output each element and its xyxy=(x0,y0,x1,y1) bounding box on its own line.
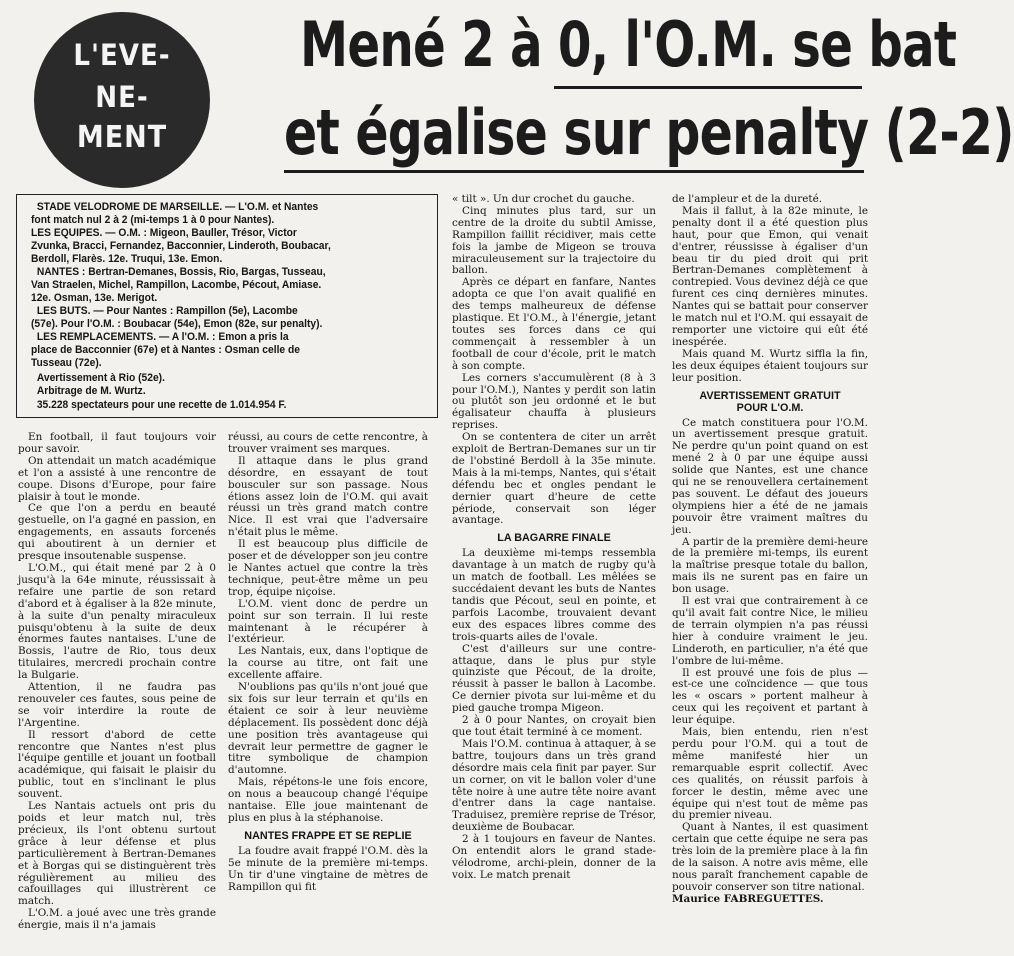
facts-line: 35.228 spectateurs pour une recette de 1.014.954 F. xyxy=(36,399,287,411)
section-subheading: POUR L'O.M. xyxy=(736,401,804,414)
paragraph: En football, il faut toujours voir pour savoir. xyxy=(18,431,216,455)
paragraph: « tilt ». Un dur crochet du gauche. xyxy=(452,193,635,205)
facts-line: Berdoll, Flarès. 12e. Truqui, 13e. Emon. xyxy=(31,253,223,265)
facts-line: Van Straelen, Michel, Rampillon, Lacombe, Pécout, Amiase. xyxy=(31,279,322,291)
facts-line: (57e). Pour l'O.M. : Boubacar (54e), Emon (82e, sur penalty). xyxy=(31,318,323,330)
section-subheading: NANTES FRAPPE ET SE REPLIE xyxy=(244,829,412,842)
match-facts-box xyxy=(16,194,438,418)
badge-line-1: L'EVE- xyxy=(73,38,171,72)
facts-line: LES BUTS. — Pour Nantes : Rampillon (5e), Lacombe xyxy=(36,305,298,317)
paragraph: Il est beaucoup plus difficile de poser et de développer son jeu contre le Nantes actuel que contre la très technique, peut-être même un peu trop, équipe niçoise. xyxy=(228,538,428,598)
facts-line: NANTES : Bertran-Demanes, Bossis, Rio, Bargas, Tusseau, xyxy=(36,266,326,278)
article-column-3 xyxy=(452,194,656,882)
facts-line: STADE VELODROME DE MARSEILLE. — L'O.M. et Nantes xyxy=(36,201,319,213)
facts-line: Arbitrage de M. Wurtz. xyxy=(36,385,146,397)
paragraph: de l'ampleur et de la dureté. xyxy=(672,193,823,205)
paragraph: réussi, au cours de cette rencontre, à trouver vraiment ses marques. xyxy=(228,431,428,455)
paragraph: Mais, bien entendu, rien n'est perdu pour l'O.M. qui a tout de même manifesté hier un remarquable esprit collectif. Avec ces qualités, on réussit parfois à forcer le destin, même avec une équipe qui n'est tout de même pas du premier niveau. xyxy=(672,726,868,822)
paragraph: Les Nantais, eux, dans l'optique de la course au titre, ont fait une excellente affaire. xyxy=(228,645,428,682)
facts-line: Avertissement à Rio (52e). xyxy=(36,372,165,384)
paragraph: Il est prouvé une fois de plus — est-ce une coïncidence — que tous les « oscars » portent malheur à ceux qui les reçoivent et partant à leur équipe. xyxy=(672,666,868,727)
paragraph: Il attaque dans le plus grand désordre, en essayant de tout bousculer sur son passage. Nous étions assez loin de l'O.M. qui avait réussi un très grand match contre Nice. Il est vrai que l'adversaire n'était plus le même. xyxy=(228,454,428,539)
paragraph: On se contentera de citer un arrêt exploit de Bertran-Demanes sur un tir de l'obstiné Berdoll à la 35e minute. Mais à la mi-temps, Nantes, qui s'était défendu bec et ongles pendant le dernier quart d'heure de cette période, conservait son léger avantage. xyxy=(452,431,656,527)
paragraph: Attention, il ne faudra pas renouveler ces fautes, sous peine de se voir interdire la route de l'Argentine. xyxy=(18,681,216,729)
headline-line-2: et égalise sur penalty (2-2) xyxy=(284,96,1014,169)
paragraph: Ce match constituera pour l'O.M. un avertissement presque gratuit. Ne perdre qu'un point quand on est mené 2 à 0 par une équipe aussi solide que Nantes, est une chance qui ne se renouvellera certainement pas souvent. Le défaut des joueurs olympiens hier a été de ne jamais pouvoir être vraiment maîtres du jeu. xyxy=(672,416,868,536)
article-column-2 xyxy=(228,432,428,894)
facts-line: Zvunka, Bracci, Fernandez, Bacconnier, Linderoth, Boubacar, xyxy=(31,240,331,252)
paragraph: Après ce départ en fanfare, Nantes adopta ce que l'on avait qualifié en des temps malheureux de défense plastique. Et l'O.M., à l'énergie, jetant toutes ses forces dans ce qui commençait à ressembler à un football de cour d'école, prit le match à son compte. xyxy=(452,276,656,372)
paragraph: Mais, répétons-le une fois encore, on nous a beaucoup changé l'équipe nantaise. Elle joue maintenant de plus en plus à la stéphanoise. xyxy=(228,776,428,824)
paragraph: C'est d'ailleurs sur une contre-attaque, dans le plus pur style quinziste que Pécout, de la droite, réussit à passer le ballon à Lacombe. Ce dernier pivota sur lui-même et du pied gauche trompa Migeon. xyxy=(452,642,656,715)
section-subheading: AVERTISSEMENT GRATUIT xyxy=(699,389,841,402)
paragraph: Mais quand M. Wurtz siffla la fin, les deux équipes étaient toujours sur leur position. xyxy=(672,347,868,384)
paragraph: 2 à 0 pour Nantes, on croyait bien que tout était terminé à ce moment. xyxy=(452,714,656,738)
facts-line: Tusseau (72e). xyxy=(31,357,102,369)
paragraph: Mais il fallut, à la 82e minute, le penalty dont il a été question plus haut, pour que Emon, qui venait d'entrer, réussisse à égaliser d'un beau tir du pied droit qui prit Bertran-Demanes complètement à contrepied. Vous devinez déjà ce que furent ces cinq dernières minutes. Nantes qui se battait pour conserver le match nul et l'O.M. qui essayait de remporter une victoire qui eût été inespérée. xyxy=(672,204,868,348)
facts-line: 12e. Osman, 13e. Merigot. xyxy=(31,292,158,304)
author-signature: Maurice FABREGUETTES. xyxy=(672,892,824,905)
facts-line: font match nul 2 à 2 (mi-temps 1 à 0 pour Nantes). xyxy=(31,214,275,226)
headline-underline-2 xyxy=(284,170,864,173)
paragraph: L'O.M. a joué avec une très grande énergie, mais il n'a jamais xyxy=(18,907,216,932)
paragraph: On attendait un match académique et l'on a assisté à une rencontre de coupe. Disons d'Europe, pour faire plaisir à tout le monde. xyxy=(18,454,216,503)
badge-line-2: NE- xyxy=(95,80,149,114)
article-column-1 xyxy=(18,432,216,932)
headline-line-1: Mené 2 à 0, l'O.M. se bat xyxy=(300,8,957,81)
article-column-4 xyxy=(672,194,868,906)
badge-line-3: MENT xyxy=(76,120,168,155)
paragraph: L'O.M. vient donc de perdre un point sur son terrain. Il lui reste maintenant à le récupérer à l'extérieur. xyxy=(228,597,428,646)
facts-line: LES EQUIPES. — O.M. : Migeon, Bauller, Trésor, Victor xyxy=(31,227,297,239)
paragraph: Il ressort d'abord de cette rencontre que Nantes n'est plus l'équipe gentille et jouant un football académique, qui faisait le plaisir du public, tout en s'inclinant le plus souvent. xyxy=(18,728,216,801)
paragraph: Mais l'O.M. continua à attaquer, à se battre, toujours dans un très grand désordre mais cela finit par payer. Sur un corner, on vit le ballon voler d'une tête noire à une autre tête noire avant d'entrer dans la cage nantaise. Traduisez, première reprise de Trésor, deuxième de Boubacar. xyxy=(452,737,656,834)
paragraph: Les corners s'accumulèrent (8 à 3 pour l'O.M.), Nantes y perdit son latin ou plutôt son jeu ordonné et le but égalisateur chauffa à plusieurs reprises. xyxy=(452,371,656,432)
paragraph: Il est vrai que contrairement à ce qu'il avait fait contre Nice, le milieu de terrain olympien n'a pas réussi hier à conduire vraiment le jeu. Linderoth, en particulier, n'a été que l'ombre de lui-même. xyxy=(672,595,868,667)
paragraph: La foudre avait frappé l'O.M. dès la 5e minute de la première mi-temps. Un tir d'une vingtaine de mètres de Rampillon qui fit xyxy=(228,844,428,893)
paragraph: A partir de la première demi-heure de la première mi-temps, ils eurent la maîtrise presque totale du ballon, mais ils ne surent pas en faire un bon usage. xyxy=(672,535,868,596)
evenement-badge xyxy=(34,12,210,188)
paragraph: 2 à 1 toujours en faveur de Nantes. On entendit alors le grand stade-vélodrome, archi-plein, donner de la voix. Le match prenait xyxy=(452,833,656,881)
paragraph: N'oublions pas qu'ils n'ont joué que six fois sur leur terrain et qu'ils en étaient ce soir à leur neuvième déplacement. Ils possèdent donc déjà une position très avantageuse qui devrait leur permettre de gagner le titre symbolique de champion d'automne. xyxy=(228,681,428,777)
facts-line: LES REMPLACEMENTS. — A l'O.M. : Emon a pris la xyxy=(36,331,289,343)
headline-underline-1 xyxy=(554,86,862,89)
paragraph: L'O.M., qui était mené par 2 à 0 jusqu'à la 64e minute, réussissait à refaire une partie de son retard d'abord et à égaliser à la 82e minute, à la suite d'un penalty miraculeux puisqu'obtenu à la suite de deux énormes fautes nantaises. L'une de Bossis, l'autre de Rio, tous deux titulaires, mercredi prochain contre la Bulgarie. xyxy=(18,561,216,682)
paragraph: Cinq minutes plus tard, sur un centre de la droite du subtil Amisse, Rampillon faillit récidiver, mais cette fois la jambe de Migeon se trouva miraculeusement sur la trajectoire du ballon. xyxy=(452,204,656,277)
paragraph: Les Nantais actuels ont pris du poids et leur match nul, très précieux, ils l'ont obtenu surtout grâce à leur défense et plus particulièrement à Bertran-Demanes et à Borgas qui se distinguèrent très régulièrement au milieu des cafouillages qui illustrèrent ce match. xyxy=(18,800,216,908)
section-subheading: LA BAGARRE FINALE xyxy=(497,532,611,545)
facts-line: place de Bacconnier (67e) et à Nantes : Osman celle de xyxy=(31,344,301,356)
paragraph: Quant à Nantes, il est quasiment certain que cette équipe ne sera pas très loin de la première place à la fin de la saison. A notre avis même, elle nous paraît franchement capable de pouvoir conserver son titre national. xyxy=(672,821,868,893)
paragraph: La deuxième mi-temps ressembla davantage à un match de rugby qu'à un match de football. Les mêlées se succédaient devant les buts de Nantes tandis que Pécout, seul en pointe, et parfois Lacombe, trouvaient devant eux des espaces libres comme des trois-quarts ailes de l'ovale. xyxy=(452,547,656,643)
paragraph: Ce que l'on a perdu en beauté gestuelle, on l'a gagné en passion, en engagements, en assauts forcenés qui aboutirent à un dernier et presque insoutenable suspense. xyxy=(18,502,216,563)
